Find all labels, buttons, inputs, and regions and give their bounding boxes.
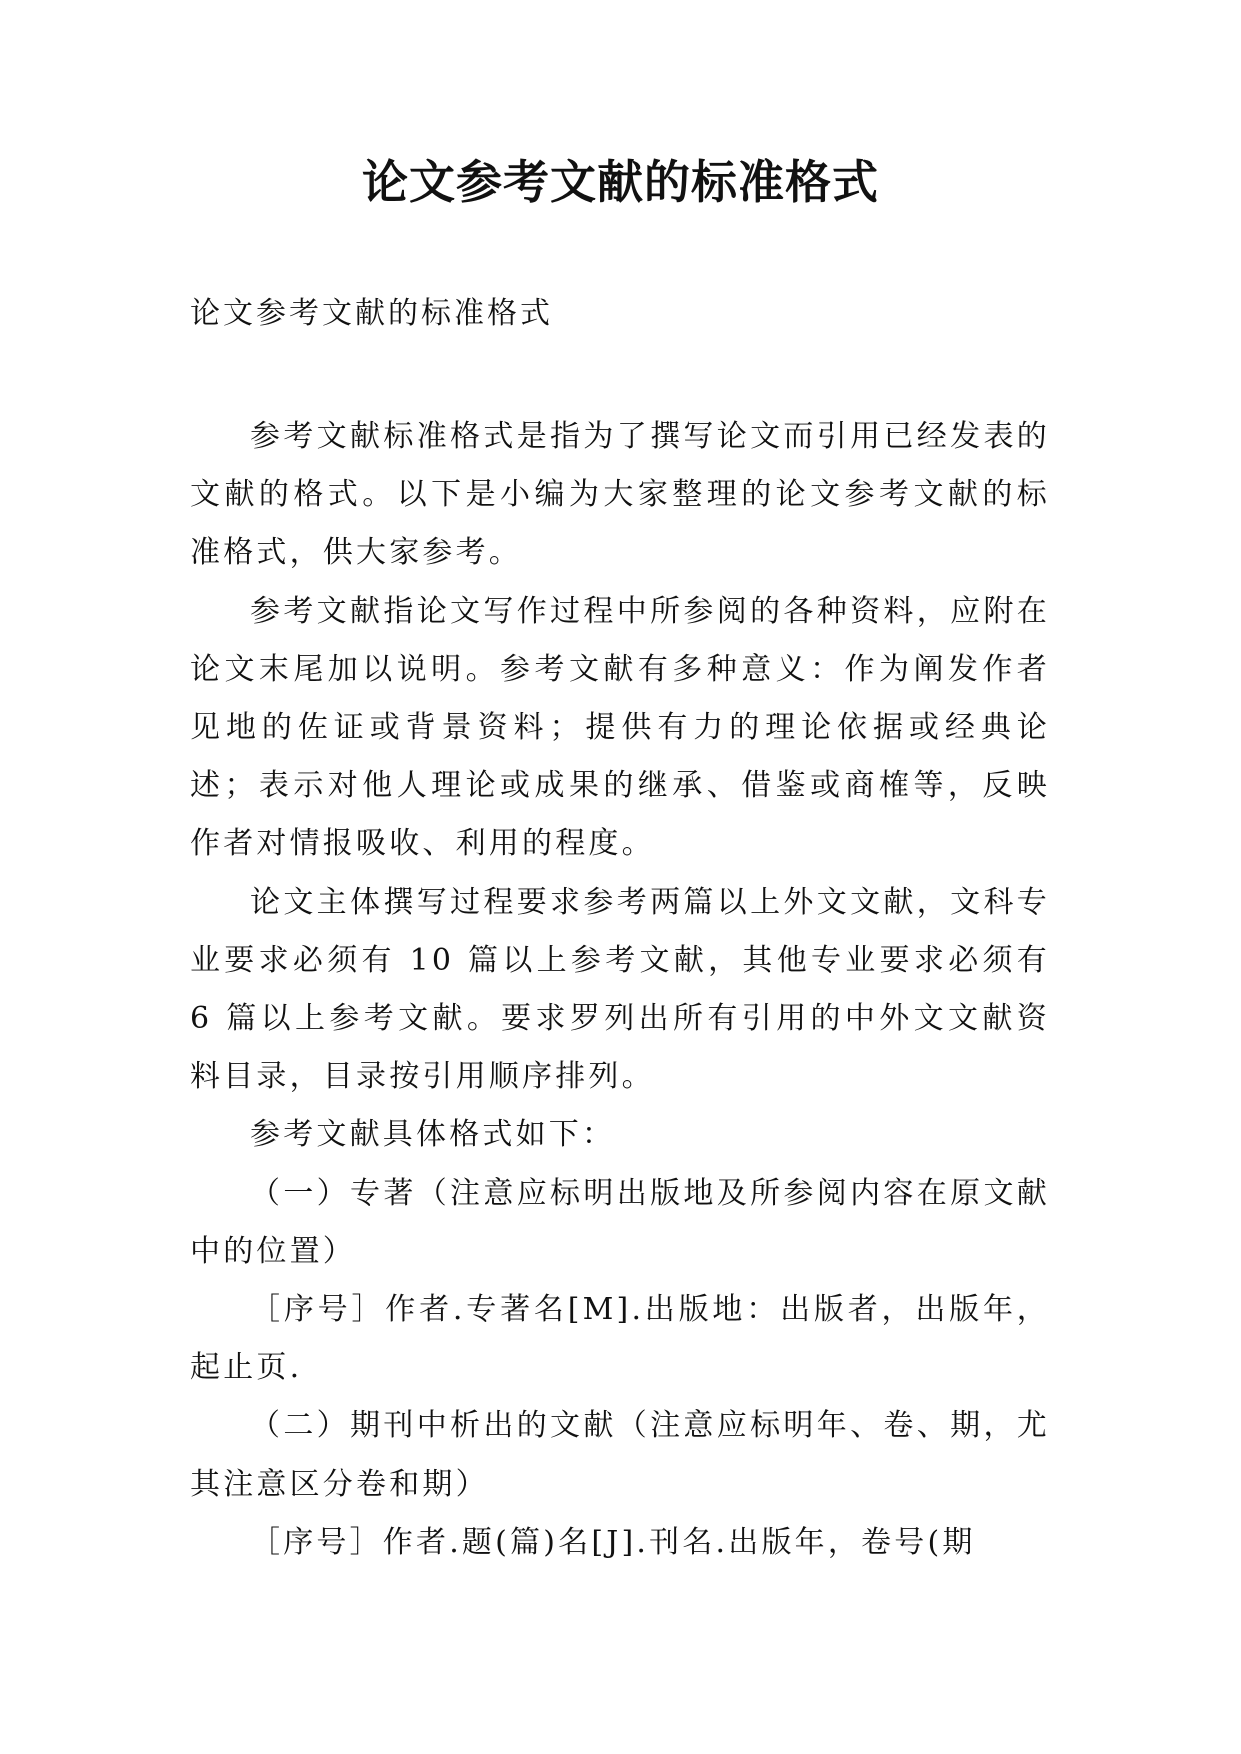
- document-body: [190, 408, 1050, 1572]
- paragraph-journal-format: ［序号］作者.题(篇)名[J].刊名.出版年，卷号(期: [250, 1524, 976, 1560]
- paragraph-journal-heading: （二）期刊中析出的文献（注意应标明年、卷、期，尤其注意区分卷和期）: [190, 1408, 1050, 1502]
- paragraph-format-heading: 参考文献具体格式如下：: [250, 1117, 616, 1153]
- document-title: 论文参考文献的标准格式: [362, 155, 879, 209]
- paragraph-definition: 参考文献指论文写作过程中所参阅的各种资料，应附在论文末尾加以说明。参考文献有多种意义：作为阐发作者见地的佐证或背景资料；提供有力的理论依据或经典论述；表示对他人理论或成果的继承、借鉴或商榷等，反映作者对情报吸收、利用的程度。: [190, 593, 1050, 862]
- document-subtitle: 论文参考文献的标准格式: [190, 296, 553, 331]
- paragraph-monograph-heading: （一）专著（注意应标明出版地及所参阅内容在原文献中的位置）: [190, 1175, 1050, 1269]
- paragraph-requirements: 论文主体撰写过程要求参考两篇以上外文文献，文科专业要求必须有 10 篇以上参考文献，其他专业要求必须有 6 篇以上参考文献。要求罗列出所有引用的中外文文献资料目录，目录按引用顺序排列。: [190, 884, 1050, 1095]
- paragraph-monograph-format: ［序号］作者.专著名[M].出版地：出版者，出版年，起止页.: [190, 1292, 1050, 1386]
- paragraph-intro: 参考文献标准格式是指为了撰写论文而引用已经发表的文献的格式。以下是小编为大家整理的论文参考文献的标准格式，供大家参考。: [190, 419, 1050, 571]
